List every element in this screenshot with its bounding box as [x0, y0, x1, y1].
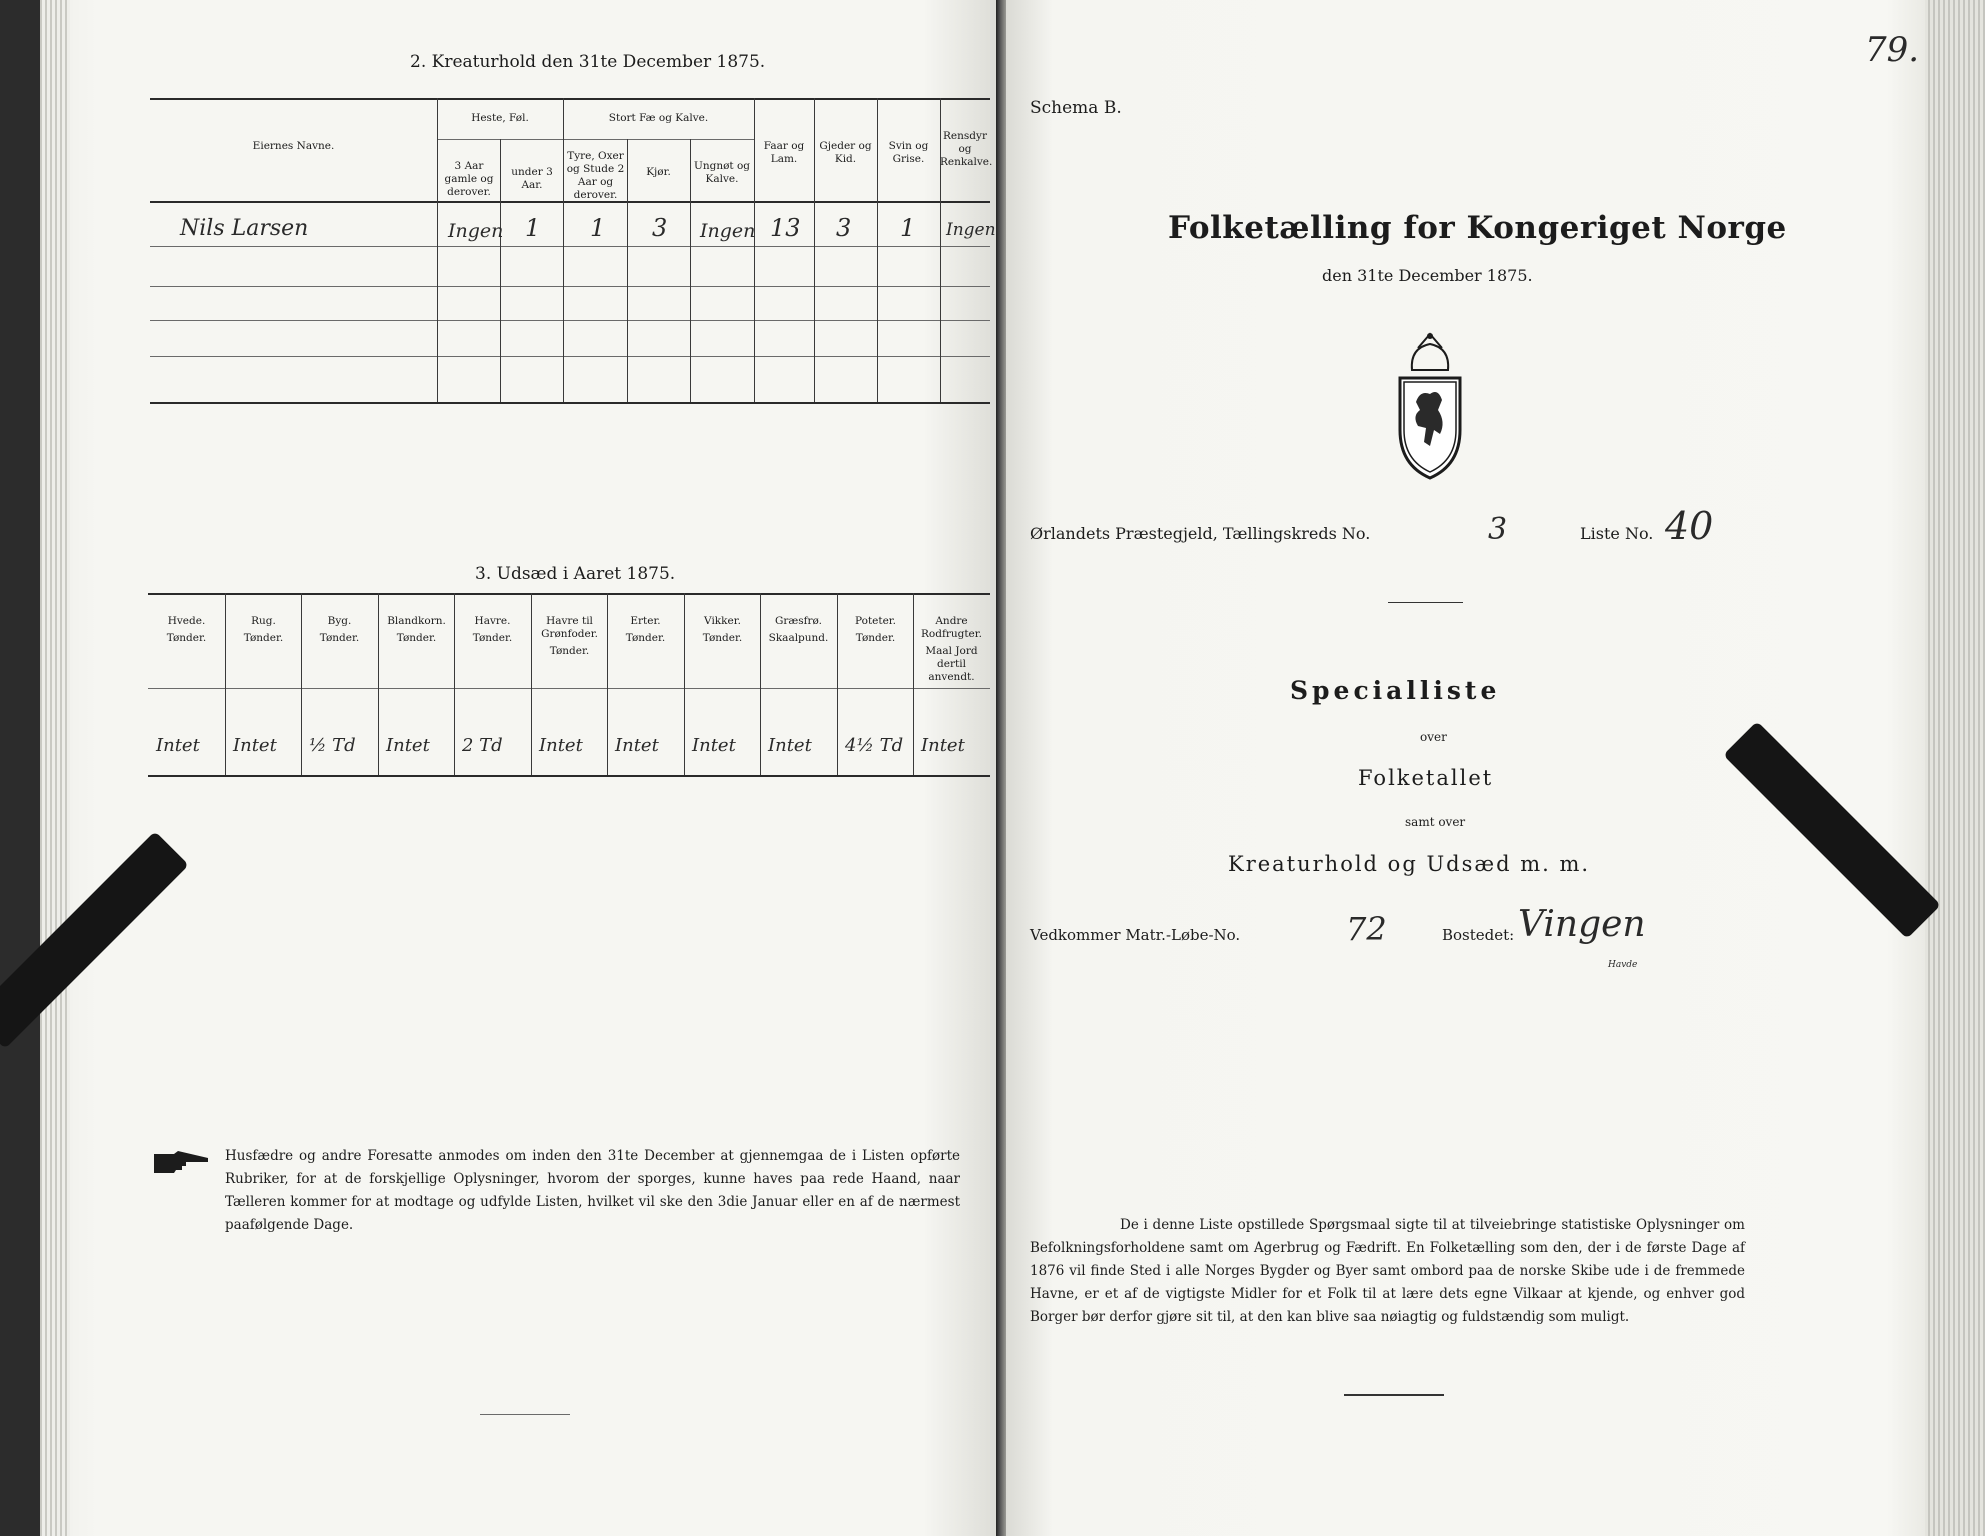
seed-header-unit: Tønder.: [625, 632, 666, 644]
value-pigs: 1: [900, 214, 916, 242]
seed-header-name: Poteter.: [854, 615, 897, 627]
seed-header-name: Vikker.: [704, 615, 741, 627]
header-young: Ungnøt og Kalve.: [693, 160, 751, 185]
seed-value: ½ Td: [309, 735, 356, 756]
table-rule: [148, 688, 990, 689]
table-rule: [148, 593, 990, 595]
bosted-label: Bostedet:: [1442, 926, 1515, 944]
seed-header-unit: Tønder.: [319, 632, 360, 644]
seed-header-name: Byg.: [327, 615, 352, 627]
header-bulls: Tyre, Oxer og Stude 2 Aar og derover.: [566, 150, 625, 201]
bosted-note: Havde: [1608, 960, 1638, 970]
divider-line: [1344, 1394, 1444, 1396]
seed-value: 2 Td: [462, 735, 503, 756]
header-cows: Kjør.: [646, 166, 671, 178]
book-gutter: [996, 0, 1006, 1536]
seed-value: Intet: [156, 735, 200, 756]
seed-header-unit: Tønder.: [396, 632, 437, 644]
value-reindeer: Ingen: [946, 220, 996, 240]
header-horses-over3: 3 Aar gamle og derover.: [444, 160, 494, 198]
page-subtitle: den 31te December 1875.: [1322, 266, 1533, 285]
value-goats: 3: [836, 214, 852, 242]
seed-header: [378, 615, 455, 645]
table-rule: [150, 402, 990, 404]
table-col-line: [563, 98, 564, 402]
seed-header-name: Havre.: [474, 615, 511, 627]
seed-header-unit: Skaalpund.: [768, 632, 829, 644]
seed-value: Intet: [386, 735, 430, 756]
table-rule: [437, 139, 754, 140]
kreaturhold-text: Kreaturhold og Udsæd m. m.: [1228, 852, 1591, 876]
table-col-line: [437, 98, 438, 402]
over-text: over: [1420, 730, 1447, 744]
section3-title: 3. Udsæd i Aaret 1875.: [475, 564, 676, 584]
matr-number: 72: [1346, 910, 1387, 948]
coat-of-arms-icon: [1390, 330, 1470, 480]
seed-header: [760, 615, 837, 645]
seed-header-unit: Tønder.: [472, 632, 513, 644]
seed-header: [531, 615, 608, 658]
seed-header-name: Blandkorn.: [387, 615, 446, 627]
right-page-stack: [1925, 0, 1985, 1536]
list-label: Liste No.: [1580, 524, 1654, 543]
seed-value: 4½ Td: [845, 735, 904, 756]
table-rule: [150, 98, 990, 100]
special-title: Specialliste: [1290, 676, 1501, 705]
left-page-stack: [40, 0, 70, 1536]
seed-header-name: Havre til Grønfoder.: [541, 615, 598, 640]
page-title: Folketælling for Kongeriget Norge: [1168, 210, 1787, 246]
seed-header: [454, 615, 531, 645]
seed-header-name: Rug.: [251, 615, 276, 627]
header-horses: Heste, Føl.: [471, 112, 529, 124]
table-rule: [150, 356, 990, 357]
header-reindeer: Rensdyr og Renkalve.: [940, 130, 993, 168]
seed-header-unit: Tønder.: [855, 632, 896, 644]
header-goats: Gjeder og Kid.: [819, 140, 872, 165]
value-horses-under3: 1: [525, 214, 541, 242]
header-owner: Eiernes Navne.: [252, 140, 335, 152]
seed-header: [913, 615, 990, 684]
instruction-paragraph: De i denne Liste opstillede Spørgsmaal sigte til at tilveiebringe statistiske Oplysninger om Befolkningsforholdene samt om Agerbrug og Fædrift. En Folketælling som den, der i de første Dage af 1876 vil finde Sted i alle Norges Bygder og Byer samt ombord paa de norske Skibe ude i de fremmede Havne, er et af de vigtigste Midler for et Folk til at lære dets egne Vilkaar at kjende, og enhver god Borger bør derfor gjøre sit til, at den kan blive saa nøiagtig og fuldstændig som muligt.: [1030, 1217, 1745, 1325]
page-number: 79.: [1865, 30, 1920, 70]
seed-header-name: Erter.: [630, 615, 661, 627]
pointing-hand-icon: [152, 1148, 212, 1176]
parish-label: Ørlandets Præstegjeld, Tællingskreds No.: [1030, 524, 1371, 543]
matr-label: Vedkommer Matr.-Løbe-No.: [1030, 926, 1241, 944]
owner-name: Nils Larsen: [180, 216, 309, 241]
table-rule: [148, 775, 990, 777]
district-number: 3: [1488, 512, 1508, 547]
bosted-value: Vingen: [1518, 904, 1646, 945]
value-bulls: 1: [590, 214, 606, 242]
list-number: 40: [1665, 504, 1714, 548]
header-cattle: Stort Fæ og Kalve.: [608, 112, 709, 124]
value-horses-over3: Ingen: [448, 220, 504, 242]
seed-header-unit: Maal Jord dertil anvendt.: [925, 645, 978, 683]
seed-value: Intet: [539, 735, 583, 756]
header-horses-under3: under 3 Aar.: [511, 166, 553, 191]
seed-header-unit: Tønder.: [702, 632, 743, 644]
seed-header-unit: Tønder.: [243, 632, 284, 644]
seed-header-name: Hvede.: [167, 615, 206, 627]
samt-over-text: samt over: [1405, 815, 1466, 829]
seed-header: [301, 615, 378, 645]
seed-header-unit: Tønder.: [549, 645, 590, 657]
table-rule: [150, 246, 990, 247]
divider-line: [480, 1414, 570, 1415]
table-rule: [150, 286, 990, 287]
table-rule: [150, 320, 990, 321]
value-sheep: 13: [770, 214, 801, 242]
seed-value: Intet: [921, 735, 965, 756]
seed-header-name: Græsfrø.: [774, 615, 823, 627]
value-cows: 3: [652, 214, 668, 242]
header-sheep: Faar og Lam.: [763, 140, 805, 165]
schema-label: Schema B.: [1030, 98, 1122, 118]
seed-value: Intet: [768, 735, 812, 756]
notice-text: Husfædre og andre Foresatte anmodes om inden den 31te December at gjennemgaa de i Listen opførte Rubriker, for at de forskjellige Oplysninger, hvorom der sporges, kunne haves paa rede Haand, naar Tælleren kommer for at modtage og udfylde Listen, hvilket vil ske den 3die Januar eller en af de nærmest paafølgende Dage.: [225, 1148, 960, 1233]
seed-header-name: Andre Rodfrugter.: [921, 615, 982, 640]
seed-value: Intet: [233, 735, 277, 756]
seed-value: Intet: [692, 735, 736, 756]
folketallet-text: Folketallet: [1358, 766, 1494, 790]
seed-header: [225, 615, 302, 645]
seed-header: [148, 615, 225, 645]
seed-header: [837, 615, 914, 645]
seed-value: Intet: [615, 735, 659, 756]
book-edge-left: [0, 0, 40, 1536]
seed-header: [684, 615, 761, 645]
seed-header: [607, 615, 684, 645]
section2-title: 2. Kreaturhold den 31te December 1875.: [410, 52, 766, 72]
divider-line: [1388, 602, 1463, 603]
seed-header-unit: Tønder.: [166, 632, 207, 644]
value-young: Ingen: [700, 220, 756, 242]
header-pigs: Svin og Grise.: [888, 140, 929, 165]
